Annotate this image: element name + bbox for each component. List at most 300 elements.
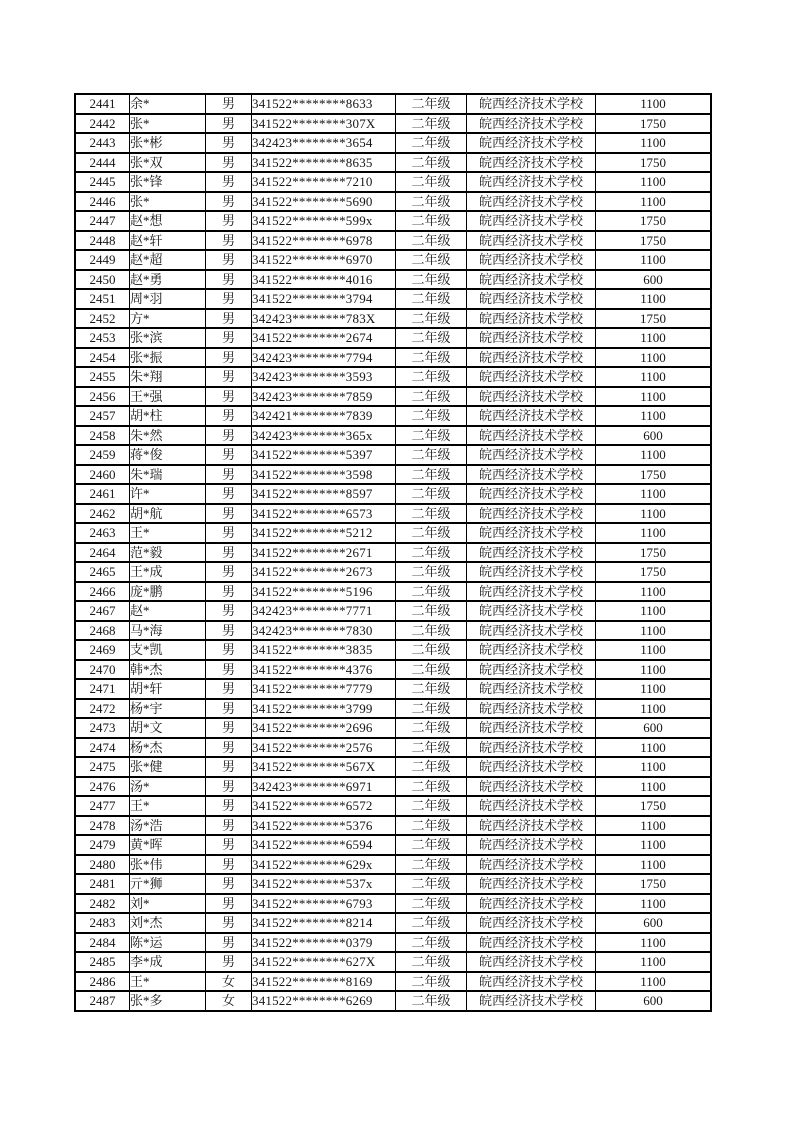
id-number-cell: 341522********8597 <box>252 484 396 504</box>
student-name-cell: 张*伟 <box>130 855 206 875</box>
gender-cell: 男 <box>206 699 252 719</box>
serial-number-cell: 2483 <box>75 913 130 933</box>
gender-cell: 男 <box>206 835 252 855</box>
gender-cell: 男 <box>206 387 252 407</box>
amount-cell: 1100 <box>596 699 712 719</box>
amount-cell: 1100 <box>596 250 712 270</box>
gender-cell: 男 <box>206 192 252 212</box>
grade-cell: 二年级 <box>396 621 467 641</box>
student-name-cell: 赵*轩 <box>130 231 206 251</box>
amount-cell: 600 <box>596 270 712 290</box>
amount-cell: 600 <box>596 991 712 1011</box>
amount-cell: 1750 <box>596 114 712 134</box>
student-name-cell: 韩*杰 <box>130 660 206 680</box>
serial-number-cell: 2481 <box>75 874 130 894</box>
amount-cell: 1100 <box>596 289 712 309</box>
gender-cell: 男 <box>206 933 252 953</box>
amount-cell: 1100 <box>596 952 712 972</box>
student-name-cell: 朱*然 <box>130 426 206 446</box>
id-number-cell: 341522********5376 <box>252 816 396 836</box>
id-number-cell: 341522********599x <box>252 211 396 231</box>
student-name-cell: 赵*超 <box>130 250 206 270</box>
serial-number-cell: 2456 <box>75 387 130 407</box>
id-number-cell: 341522********2673 <box>252 562 396 582</box>
id-number-cell: 342423********7859 <box>252 387 396 407</box>
serial-number-cell: 2471 <box>75 679 130 699</box>
school-cell: 皖西经济技术学校 <box>467 484 596 504</box>
school-cell: 皖西经济技术学校 <box>467 387 596 407</box>
serial-number-cell: 2458 <box>75 426 130 446</box>
student-name-cell: 王*成 <box>130 562 206 582</box>
table-row <box>75 816 711 836</box>
amount-cell: 1100 <box>596 133 712 153</box>
amount-cell: 1100 <box>596 172 712 192</box>
id-number-cell: 341522********4016 <box>252 270 396 290</box>
grade-cell: 二年级 <box>396 445 467 465</box>
amount-cell: 600 <box>596 913 712 933</box>
id-number-cell: 341522********5212 <box>252 523 396 543</box>
student-name-cell: 周*羽 <box>130 289 206 309</box>
grade-cell: 二年级 <box>396 835 467 855</box>
table-row <box>75 328 711 348</box>
grade-cell: 二年级 <box>396 738 467 758</box>
student-name-cell: 张*彬 <box>130 133 206 153</box>
id-number-cell: 342423********7794 <box>252 348 396 368</box>
id-number-cell: 342423********6971 <box>252 777 396 797</box>
amount-cell: 1100 <box>596 972 712 992</box>
gender-cell: 男 <box>206 504 252 524</box>
serial-number-cell: 2477 <box>75 796 130 816</box>
gender-cell: 男 <box>206 874 252 894</box>
id-number-cell: 341522********3835 <box>252 640 396 660</box>
serial-number-cell: 2475 <box>75 757 130 777</box>
school-cell: 皖西经济技术学校 <box>467 621 596 641</box>
grade-cell: 二年级 <box>396 348 467 368</box>
table-body <box>75 94 711 1011</box>
amount-cell: 1100 <box>596 601 712 621</box>
grade-cell: 二年级 <box>396 913 467 933</box>
table-row <box>75 133 711 153</box>
table-row <box>75 270 711 290</box>
school-cell: 皖西经济技术学校 <box>467 679 596 699</box>
grade-cell: 二年级 <box>396 640 467 660</box>
id-number-cell: 342423********3654 <box>252 133 396 153</box>
table-row <box>75 855 711 875</box>
id-number-cell: 341522********6978 <box>252 231 396 251</box>
serial-number-cell: 2450 <box>75 270 130 290</box>
id-number-cell: 341522********6970 <box>252 250 396 270</box>
grade-cell: 二年级 <box>396 796 467 816</box>
table-row <box>75 426 711 446</box>
gender-cell: 男 <box>206 913 252 933</box>
student-name-cell: 胡*航 <box>130 504 206 524</box>
student-name-cell: 张* <box>130 114 206 134</box>
school-cell: 皖西经济技术学校 <box>467 699 596 719</box>
table-row <box>75 699 711 719</box>
school-cell: 皖西经济技术学校 <box>467 894 596 914</box>
grade-cell: 二年级 <box>396 426 467 446</box>
gender-cell: 女 <box>206 991 252 1011</box>
student-name-cell: 朱*翔 <box>130 367 206 387</box>
gender-cell: 男 <box>206 621 252 641</box>
table-row <box>75 718 711 738</box>
grade-cell: 二年级 <box>396 114 467 134</box>
student-name-cell: 朱*瑞 <box>130 465 206 485</box>
serial-number-cell: 2449 <box>75 250 130 270</box>
serial-number-cell: 2463 <box>75 523 130 543</box>
school-cell: 皖西经济技术学校 <box>467 738 596 758</box>
student-name-cell: 汤*浩 <box>130 816 206 836</box>
serial-number-cell: 2454 <box>75 348 130 368</box>
student-name-cell: 黄*晖 <box>130 835 206 855</box>
student-name-cell: 张*振 <box>130 348 206 368</box>
id-number-cell: 341522********2576 <box>252 738 396 758</box>
grade-cell: 二年级 <box>396 757 467 777</box>
gender-cell: 男 <box>206 855 252 875</box>
grade-cell: 二年级 <box>396 94 467 114</box>
gender-cell: 男 <box>206 777 252 797</box>
table-row <box>75 894 711 914</box>
serial-number-cell: 2480 <box>75 855 130 875</box>
school-cell: 皖西经济技术学校 <box>467 816 596 836</box>
grade-cell: 二年级 <box>396 543 467 563</box>
table-row <box>75 309 711 329</box>
id-number-cell: 341522********3799 <box>252 699 396 719</box>
amount-cell: 1100 <box>596 523 712 543</box>
serial-number-cell: 2482 <box>75 894 130 914</box>
amount-cell: 1100 <box>596 504 712 524</box>
amount-cell: 1750 <box>596 231 712 251</box>
serial-number-cell: 2441 <box>75 94 130 114</box>
serial-number-cell: 2448 <box>75 231 130 251</box>
student-name-cell: 胡*轩 <box>130 679 206 699</box>
grade-cell: 二年级 <box>396 601 467 621</box>
student-name-cell: 刘* <box>130 894 206 914</box>
student-name-cell: 支*凯 <box>130 640 206 660</box>
grade-cell: 二年级 <box>396 465 467 485</box>
serial-number-cell: 2465 <box>75 562 130 582</box>
grade-cell: 二年级 <box>396 679 467 699</box>
school-cell: 皖西经济技术学校 <box>467 367 596 387</box>
serial-number-cell: 2462 <box>75 504 130 524</box>
serial-number-cell: 2443 <box>75 133 130 153</box>
gender-cell: 男 <box>206 445 252 465</box>
serial-number-cell: 2478 <box>75 816 130 836</box>
student-name-cell: 王* <box>130 972 206 992</box>
school-cell: 皖西经济技术学校 <box>467 523 596 543</box>
gender-cell: 男 <box>206 679 252 699</box>
amount-cell: 1100 <box>596 835 712 855</box>
gender-cell: 男 <box>206 660 252 680</box>
serial-number-cell: 2444 <box>75 153 130 173</box>
table-row <box>75 250 711 270</box>
school-cell: 皖西经济技术学校 <box>467 114 596 134</box>
amount-cell: 1100 <box>596 816 712 836</box>
gender-cell: 男 <box>206 816 252 836</box>
gender-cell: 男 <box>206 211 252 231</box>
amount-cell: 1750 <box>596 796 712 816</box>
grade-cell: 二年级 <box>396 972 467 992</box>
grade-cell: 二年级 <box>396 855 467 875</box>
school-cell: 皖西经济技术学校 <box>467 757 596 777</box>
gender-cell: 男 <box>206 231 252 251</box>
grade-cell: 二年级 <box>396 991 467 1011</box>
id-number-cell: 342423********7771 <box>252 601 396 621</box>
grade-cell: 二年级 <box>396 484 467 504</box>
serial-number-cell: 2466 <box>75 582 130 602</box>
table-row <box>75 484 711 504</box>
gender-cell: 男 <box>206 94 252 114</box>
table-row <box>75 640 711 660</box>
gender-cell: 男 <box>206 153 252 173</box>
amount-cell: 1750 <box>596 153 712 173</box>
table-row <box>75 874 711 894</box>
amount-cell: 1100 <box>596 660 712 680</box>
id-number-cell: 342423********783X <box>252 309 396 329</box>
table-row <box>75 348 711 368</box>
id-number-cell: 341522********6572 <box>252 796 396 816</box>
school-cell: 皖西经济技术学校 <box>467 718 596 738</box>
school-cell: 皖西经济技术学校 <box>467 94 596 114</box>
gender-cell: 男 <box>206 718 252 738</box>
student-name-cell: 胡*柱 <box>130 406 206 426</box>
id-number-cell: 341522********7779 <box>252 679 396 699</box>
table-row <box>75 114 711 134</box>
school-cell: 皖西经济技术学校 <box>467 192 596 212</box>
grade-cell: 二年级 <box>396 153 467 173</box>
id-number-cell: 341522********6573 <box>252 504 396 524</box>
table-row <box>75 192 711 212</box>
grade-cell: 二年级 <box>396 309 467 329</box>
amount-cell: 1750 <box>596 562 712 582</box>
id-number-cell: 341522********2671 <box>252 543 396 563</box>
school-cell: 皖西经济技术学校 <box>467 835 596 855</box>
school-cell: 皖西经济技术学校 <box>467 562 596 582</box>
student-name-cell: 张*滨 <box>130 328 206 348</box>
table-row <box>75 231 711 251</box>
student-name-cell: 王* <box>130 796 206 816</box>
student-name-cell: 张* <box>130 192 206 212</box>
grade-cell: 二年级 <box>396 270 467 290</box>
id-number-cell: 341522********8214 <box>252 913 396 933</box>
serial-number-cell: 2467 <box>75 601 130 621</box>
school-cell: 皖西经济技术学校 <box>467 250 596 270</box>
id-number-cell: 341522********5690 <box>252 192 396 212</box>
table-row <box>75 465 711 485</box>
amount-cell: 1750 <box>596 465 712 485</box>
amount-cell: 1750 <box>596 309 712 329</box>
student-name-cell: 胡*文 <box>130 718 206 738</box>
serial-number-cell: 2486 <box>75 972 130 992</box>
grade-cell: 二年级 <box>396 777 467 797</box>
grade-cell: 二年级 <box>396 933 467 953</box>
gender-cell: 男 <box>206 289 252 309</box>
school-cell: 皖西经济技术学校 <box>467 348 596 368</box>
table-row <box>75 445 711 465</box>
grade-cell: 二年级 <box>396 406 467 426</box>
table-row <box>75 621 711 641</box>
gender-cell: 男 <box>206 270 252 290</box>
id-number-cell: 341522********629x <box>252 855 396 875</box>
amount-cell: 1750 <box>596 211 712 231</box>
grade-cell: 二年级 <box>396 328 467 348</box>
id-number-cell: 341522********6269 <box>252 991 396 1011</box>
amount-cell: 1100 <box>596 445 712 465</box>
student-name-cell: 陈*运 <box>130 933 206 953</box>
serial-number-cell: 2470 <box>75 660 130 680</box>
amount-cell: 1100 <box>596 640 712 660</box>
grade-cell: 二年级 <box>396 172 467 192</box>
table-row <box>75 543 711 563</box>
school-cell: 皖西经济技术学校 <box>467 328 596 348</box>
grade-cell: 二年级 <box>396 504 467 524</box>
gender-cell: 男 <box>206 250 252 270</box>
table-row <box>75 582 711 602</box>
gender-cell: 男 <box>206 543 252 563</box>
id-number-cell: 341522********4376 <box>252 660 396 680</box>
student-name-cell: 庞*鹏 <box>130 582 206 602</box>
id-number-cell: 342423********3593 <box>252 367 396 387</box>
amount-cell: 1100 <box>596 367 712 387</box>
grade-cell: 二年级 <box>396 699 467 719</box>
student-name-cell: 张*双 <box>130 153 206 173</box>
gender-cell: 男 <box>206 952 252 972</box>
student-name-cell: 蒋*俊 <box>130 445 206 465</box>
id-number-cell: 341522********8635 <box>252 153 396 173</box>
school-cell: 皖西经济技术学校 <box>467 211 596 231</box>
gender-cell: 男 <box>206 133 252 153</box>
school-cell: 皖西经济技术学校 <box>467 270 596 290</box>
school-cell: 皖西经济技术学校 <box>467 933 596 953</box>
gender-cell: 男 <box>206 309 252 329</box>
grade-cell: 二年级 <box>396 387 467 407</box>
id-number-cell: 341522********7210 <box>252 172 396 192</box>
student-name-cell: 张*多 <box>130 991 206 1011</box>
grade-cell: 二年级 <box>396 952 467 972</box>
grade-cell: 二年级 <box>396 231 467 251</box>
amount-cell: 1100 <box>596 621 712 641</box>
table-row <box>75 952 711 972</box>
amount-cell: 1100 <box>596 406 712 426</box>
amount-cell: 600 <box>596 718 712 738</box>
id-number-cell: 341522********2696 <box>252 718 396 738</box>
school-cell: 皖西经济技术学校 <box>467 309 596 329</box>
serial-number-cell: 2447 <box>75 211 130 231</box>
school-cell: 皖西经济技术学校 <box>467 426 596 446</box>
serial-number-cell: 2445 <box>75 172 130 192</box>
id-number-cell: 341522********627X <box>252 952 396 972</box>
table-row <box>75 757 711 777</box>
table-row <box>75 523 711 543</box>
school-cell: 皖西经济技术学校 <box>467 660 596 680</box>
table-row <box>75 387 711 407</box>
grade-cell: 二年级 <box>396 289 467 309</box>
id-number-cell: 341522********567X <box>252 757 396 777</box>
id-number-cell: 341522********3598 <box>252 465 396 485</box>
grade-cell: 二年级 <box>396 894 467 914</box>
table-row <box>75 835 711 855</box>
table-row <box>75 504 711 524</box>
grade-cell: 二年级 <box>396 133 467 153</box>
table-row <box>75 913 711 933</box>
grade-cell: 二年级 <box>396 816 467 836</box>
table-row <box>75 738 711 758</box>
student-name-cell: 杨*宇 <box>130 699 206 719</box>
id-number-cell: 341522********537x <box>252 874 396 894</box>
amount-cell: 1100 <box>596 387 712 407</box>
table-row <box>75 211 711 231</box>
serial-number-cell: 2479 <box>75 835 130 855</box>
serial-number-cell: 2473 <box>75 718 130 738</box>
gender-cell: 男 <box>206 367 252 387</box>
student-name-cell: 赵* <box>130 601 206 621</box>
serial-number-cell: 2459 <box>75 445 130 465</box>
id-number-cell: 341522********5196 <box>252 582 396 602</box>
serial-number-cell: 2446 <box>75 192 130 212</box>
school-cell: 皖西经济技术学校 <box>467 913 596 933</box>
amount-cell: 1750 <box>596 874 712 894</box>
table-row <box>75 406 711 426</box>
serial-number-cell: 2460 <box>75 465 130 485</box>
id-number-cell: 341522********3794 <box>252 289 396 309</box>
gender-cell: 男 <box>206 523 252 543</box>
school-cell: 皖西经济技术学校 <box>467 172 596 192</box>
student-name-cell: 马*海 <box>130 621 206 641</box>
gender-cell: 男 <box>206 484 252 504</box>
amount-cell: 1750 <box>596 543 712 563</box>
grade-cell: 二年级 <box>396 660 467 680</box>
serial-number-cell: 2464 <box>75 543 130 563</box>
school-cell: 皖西经济技术学校 <box>467 640 596 660</box>
table-row <box>75 660 711 680</box>
grade-cell: 二年级 <box>396 562 467 582</box>
serial-number-cell: 2451 <box>75 289 130 309</box>
id-number-cell: 342421********7839 <box>252 406 396 426</box>
table-row <box>75 562 711 582</box>
serial-number-cell: 2461 <box>75 484 130 504</box>
grade-cell: 二年级 <box>396 367 467 387</box>
id-number-cell: 341522********6793 <box>252 894 396 914</box>
gender-cell: 男 <box>206 172 252 192</box>
school-cell: 皖西经济技术学校 <box>467 231 596 251</box>
school-cell: 皖西经济技术学校 <box>467 133 596 153</box>
gender-cell: 女 <box>206 972 252 992</box>
id-number-cell: 341522********8633 <box>252 94 396 114</box>
table-row <box>75 94 711 114</box>
school-cell: 皖西经济技术学校 <box>467 582 596 602</box>
school-cell: 皖西经济技术学校 <box>467 465 596 485</box>
gender-cell: 男 <box>206 562 252 582</box>
gender-cell: 男 <box>206 894 252 914</box>
serial-number-cell: 2468 <box>75 621 130 641</box>
serial-number-cell: 2472 <box>75 699 130 719</box>
student-name-cell: 亓*狮 <box>130 874 206 894</box>
serial-number-cell: 2474 <box>75 738 130 758</box>
student-name-cell: 刘*杰 <box>130 913 206 933</box>
serial-number-cell: 2485 <box>75 952 130 972</box>
table-row <box>75 153 711 173</box>
gender-cell: 男 <box>206 757 252 777</box>
serial-number-cell: 2476 <box>75 777 130 797</box>
table-row <box>75 679 711 699</box>
amount-cell: 1100 <box>596 679 712 699</box>
id-number-cell: 341522********0379 <box>252 933 396 953</box>
school-cell: 皖西经济技术学校 <box>467 952 596 972</box>
serial-number-cell: 2457 <box>75 406 130 426</box>
serial-number-cell: 2455 <box>75 367 130 387</box>
grade-cell: 二年级 <box>396 874 467 894</box>
student-name-cell: 方* <box>130 309 206 329</box>
